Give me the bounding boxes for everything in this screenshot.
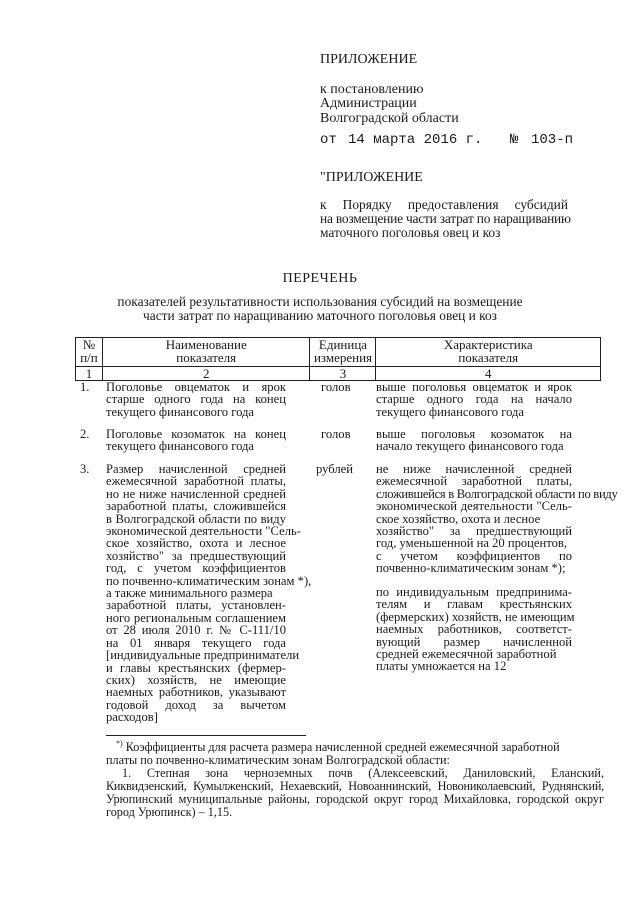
list-subtitle-line-1: показателей результативности использования субсидий на возмещение [117,294,523,309]
row-3-name-line: заработной платы, сложившейся [106,499,286,514]
row-3-name-line: но не ниже начисленной средней [106,486,286,501]
header-unit [310,338,376,367]
row-3-name-line: заработной платы, установлен- [106,598,286,613]
header-name-line-2: показателя [176,350,237,365]
row-3-characteristic-line: экономической деятельности "Сель- [376,499,572,514]
row-1-characteristic-line: старше одного года на начало [376,392,572,407]
row-1-name-line: текущего финансового года [106,404,255,419]
row-3-name-line: год, с учетом коэффициентов [106,561,286,576]
row-2-name-line: Поголовье козоматок на конец [106,427,286,441]
row-2-name-line: текущего финансового года [106,439,255,454]
column-number-1: 1 [76,367,103,381]
row-1-characteristic-line: текущего финансового года [376,404,525,419]
row-3-name-line: Размер начисленной средней [106,462,286,476]
header-characteristic-line-2: показателя [458,350,519,365]
row-3-name-line: ного региональным соглашением [106,610,286,625]
row-3-characteristic-line: вующий размер начисленной [376,634,572,649]
row-2-name [106,428,286,453]
row-3-name-line: ских) хозяйств, не имеющие [106,672,286,687]
row-3-characteristic-line: по индивидуальным предпринима- [376,585,572,599]
row-3-name-line: и главы крестьянских (фермер- [106,660,286,675]
row-3-characteristic-line: телям и главам крестьянских [376,597,572,612]
column-number-3: 3 [310,367,376,381]
row-3-name [106,462,312,725]
footnote-line-3: 1. Степная зона черноземных почв (Алексеевский, Даниловский, Еланский, [122,766,604,780]
row-3-name-line: наемных работников, указывают [106,685,286,700]
appendix-date-prefix: от [320,132,337,148]
row-3-name-line: в Волгоградской области по виду [106,511,286,526]
appendix-line-3: Волгоградской области [320,111,459,126]
row-3-name-line: [индивидуальные предприниматели [106,648,300,663]
appendix-number: 103-п [531,132,574,148]
row-1-number: 1. [80,380,90,394]
column-number-4: 4 [376,367,601,381]
inner-appendix-title: "ПРИЛОЖЕНИЕ [320,170,423,185]
row-1-characteristic-line: выше поголовья овцематок и ярок [376,380,572,394]
footnote-line-4: Киквидзенский, Кумылженский, Нехаевский, Новоаннинский, Новониколаевский, Руднянский, [106,779,604,793]
inner-appendix-line-2: на возмещение части затрат по наращиванию [320,211,571,226]
appendix-number-prefix: № [510,132,519,148]
row-3-name-line: расходов] [106,710,158,725]
row-1-name [106,381,286,418]
header-characteristic-line-1: Характеристика [443,337,533,352]
row-3-characteristic-line: не ниже начисленной средней [376,462,572,476]
header-number [76,338,103,367]
row-3-characteristic-line: ежемесячной заработной платы, [376,474,572,489]
row-3-number: 3. [80,462,90,476]
row-3-name-line: на 01 января текущего года [106,635,286,650]
row-2-characteristic-line: начало текущего финансового года [376,439,564,454]
row-1-unit: голов [321,380,351,394]
row-3-name-line: от 28 июля 2010 г. № С-111/10 [106,623,286,638]
footnote [106,738,604,819]
header-number-line-2: п/п [80,350,98,365]
row-3-name-line: ежемесячной заработной платы, [106,474,286,489]
row-2-unit: голов [321,427,351,441]
header-characteristic [376,338,601,367]
row-1-name-line: старше одного года на конец [106,392,286,407]
footnote-line-6: город Урюпинск) – 1,15. [106,805,233,819]
footnote-divider [106,735,306,736]
header-number-line-1: № [82,337,96,352]
footnote-line-1-text: Коэффициенты для расчета размера начисленной средней ежемесячной заработной [125,740,560,754]
row-3-characteristic-line: хозяйство" за предшествующий [376,524,572,539]
column-number-2: 2 [102,367,310,381]
row-2-characteristic-line: выше поголовья козоматок на [376,427,572,441]
row-3-characteristic-line: почвенно-климатическим зонам *); [376,561,566,576]
footnote-mark: *) [116,738,123,748]
row-3-characteristic-line: год, уменьшенной на 20 процентов, [376,536,567,551]
row-3-characteristic-line: сложившейся в Волгоградской области по виду [376,486,618,501]
row-3-name-line: хозяйство" за предшествующий [106,548,286,563]
row-3-unit: рублей [316,462,353,476]
row-3-name-line: по почвенно-климатическим зонам *), [106,573,312,588]
row-3-characteristic-line: платы умножается на 12 [376,659,507,674]
header-name-line-1: Наименование [165,337,247,352]
row-3-name-line: экономической деятельности "Сель- [106,524,301,539]
appendix-line-1: к постановлению [320,82,424,97]
row-3-name-line: ское хозяйство, охота и лесное [106,536,286,551]
list-title: ПЕРЕЧЕНЬ [282,271,358,286]
row-3-characteristic-line: средней ежемесячной заработной [376,647,557,662]
appendix-date: 14 марта 2016 г. [348,132,483,148]
header-unit-line-1: Единица [318,337,368,352]
row-3-name-line: а также минимального размера [106,586,273,601]
appendix-title: ПРИЛОЖЕНИЕ [320,52,418,67]
row-2-number: 2. [80,427,90,441]
appendix-line-2: Администрации [320,96,417,111]
inner-appendix-line-1: к Порядку предоставления субсидий [320,197,568,212]
row-3-characteristic-line: с учетом коэффициентов по [376,548,572,563]
list-subtitle-line-2: части затрат по наращиванию маточного поголовья овец и коз [143,308,497,323]
indicators-table-header [75,337,601,381]
row-3-characteristic-line: ское хозяйство, охота и лесное [376,511,541,526]
row-3-characteristic-line: наемных работников, соответст- [376,622,572,637]
row-1-characteristic [376,381,572,418]
row-3-characteristic [376,462,618,576]
header-unit-line-2: измерения [313,350,373,365]
row-1-name-line: Поголовье овцематок и ярок [106,380,286,394]
row-3-name-line: годовой доход за вычетом [106,697,286,712]
footnote-line-2: платы по почвенно-климатическим зонам Волгоградской области: [106,753,450,767]
row-3-characteristic-part-2 [376,585,575,674]
inner-appendix-line-3: маточного поголовья овец и коз [320,225,501,240]
header-name [102,338,310,367]
row-3-characteristic-line: (фермерских) хозяйств, не имеющим [376,609,575,624]
row-2-characteristic [376,428,572,453]
footnote-line-5: Урюпинский муниципальные районы, городской округ город Михайловка, городской округ [106,792,604,806]
